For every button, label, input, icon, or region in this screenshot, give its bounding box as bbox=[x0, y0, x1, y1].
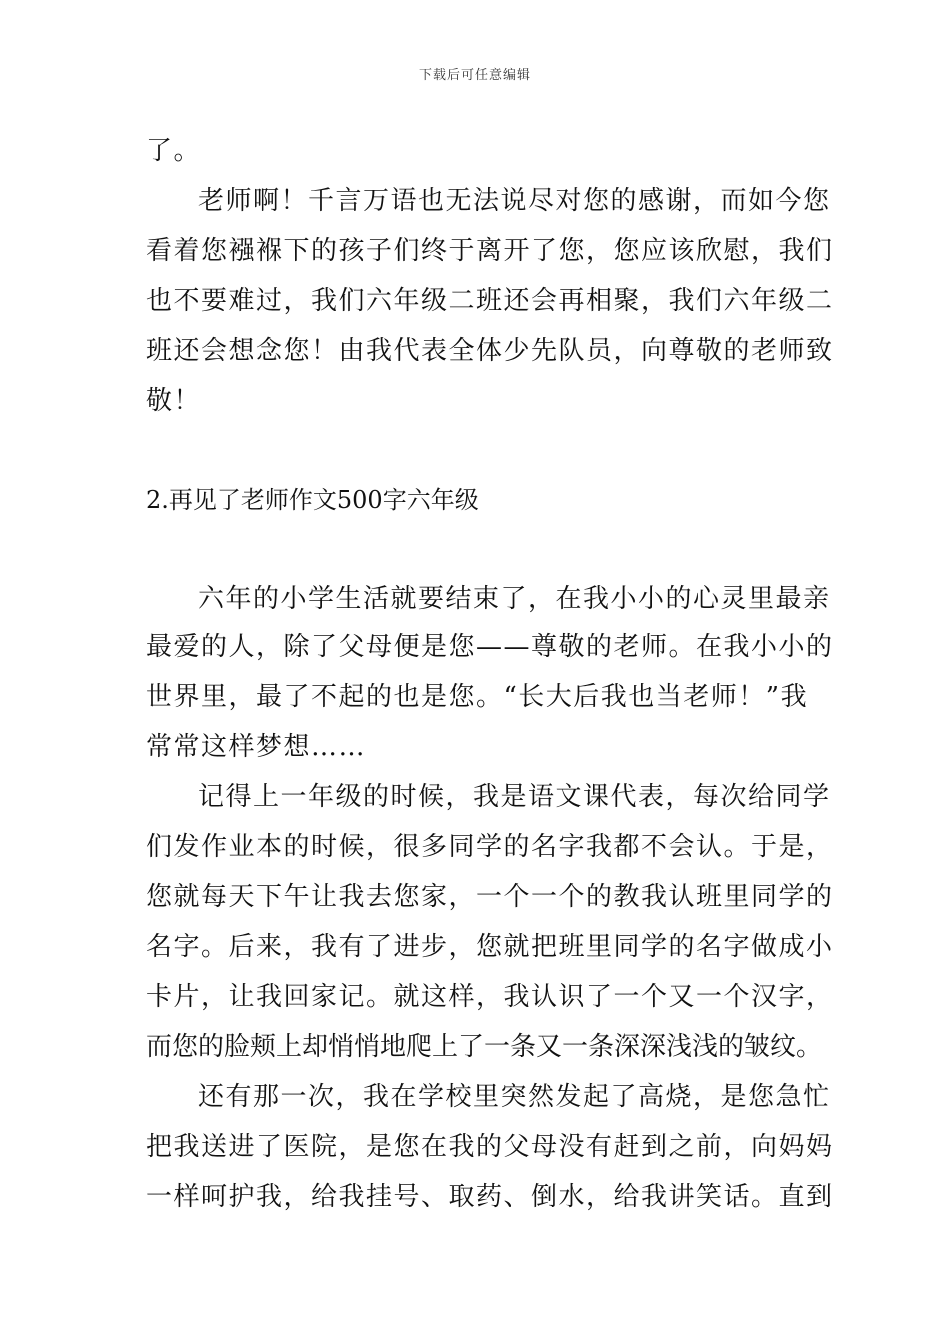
paragraph-line: 您就每天下午让我去您家，一个一个的教我认班里同学的 bbox=[146, 882, 834, 912]
paragraph-line: 记得上一年级的时候，我是语文课代表，每次给同学 bbox=[198, 782, 831, 812]
paragraph-line: 看着您襁褓下的孩子们终于离开了您，您应该欣慰，我们 bbox=[146, 236, 834, 266]
paragraph-line: 也不要难过，我们六年级二班还会再相聚，我们六年级二 bbox=[146, 286, 834, 316]
paragraph-line: 世界里，最了不起的也是您。“长大后我也当老师！”我 bbox=[146, 682, 809, 712]
section-heading: 2.再见了老师作文500字六年级 bbox=[146, 486, 479, 514]
paragraph-line: 们发作业本的时候，很多同学的名字我都不会认。于是， bbox=[146, 832, 834, 862]
paragraph-line: 常常这样梦想…… bbox=[146, 732, 367, 762]
paragraph-line: 敬！ bbox=[146, 386, 202, 416]
paragraph-line: 把我送进了医院，是您在我的父母没有赶到之前，向妈妈 bbox=[146, 1132, 834, 1162]
paragraph-line: 而您的脸颊上却悄悄地爬上了一条又一条深深浅浅的皱纹。 bbox=[146, 1032, 823, 1062]
paragraph-line: 老师啊！千言万语也无法说尽对您的感谢，而如今您 bbox=[198, 186, 831, 216]
paragraph-line: 一样呵护我，给我挂号、取药、倒水，给我讲笑话。直到 bbox=[146, 1182, 834, 1212]
paragraph-line: 最爱的人，除了父母便是您——尊敬的老师。在我小小的 bbox=[146, 632, 834, 662]
paragraph-line: 了。 bbox=[146, 136, 202, 166]
paragraph-line: 还有那一次，我在学校里突然发起了高烧，是您急忙 bbox=[198, 1082, 831, 1112]
paragraph-line: 卡片，让我回家记。就这样，我认识了一个又一个汉字， bbox=[146, 982, 834, 1012]
page-header: 下载后可任意编辑 bbox=[418, 68, 531, 83]
paragraph-line: 六年的小学生活就要结束了，在我小小的心灵里最亲 bbox=[198, 584, 831, 614]
paragraph-line: 班还会想念您！由我代表全体少先队员，向尊敬的老师致 bbox=[146, 336, 834, 366]
paragraph-line: 名字。后来，我有了进步，您就把班里同学的名字做成小 bbox=[146, 932, 834, 962]
